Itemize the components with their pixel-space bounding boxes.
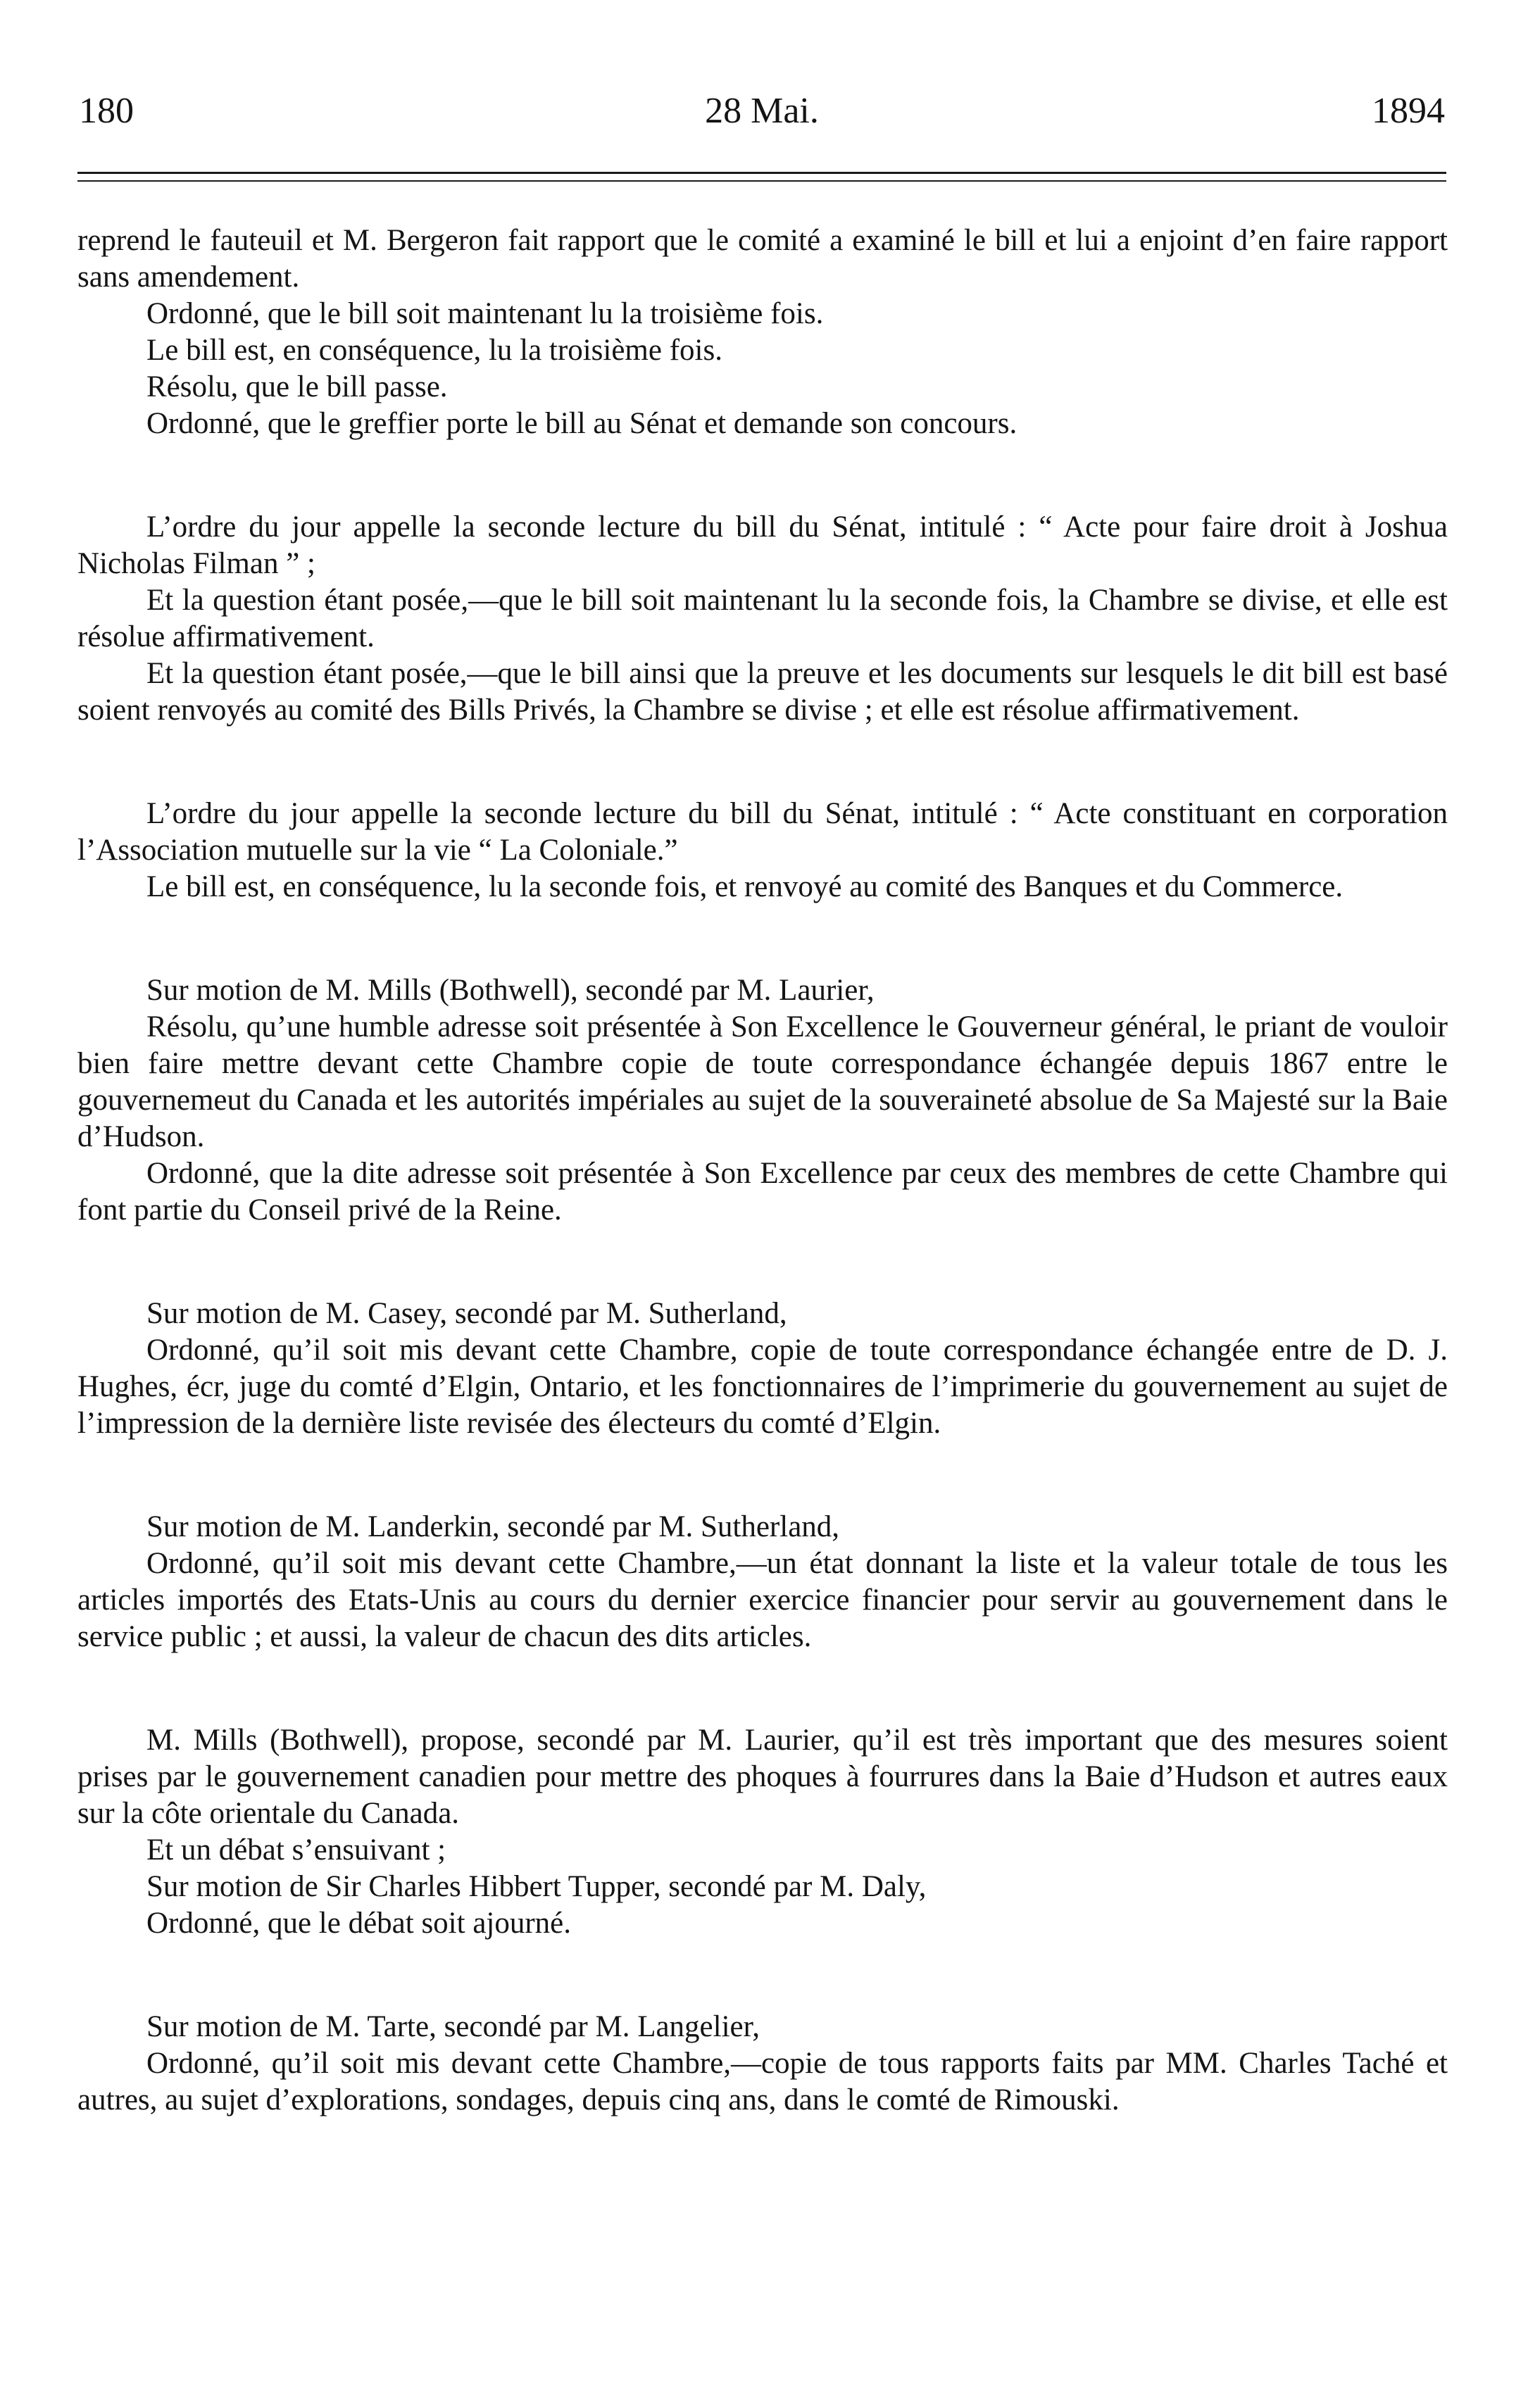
paragraph: Sur motion de M. Casey, secondé par M. Sutherland, bbox=[146, 1297, 787, 1330]
paragraph: Et un débat s’ensuivant ; bbox=[146, 1833, 446, 1867]
header-rule-bottom bbox=[77, 180, 1446, 182]
header-date: 28 Mai. bbox=[705, 91, 819, 131]
section-7 bbox=[77, 1722, 1448, 1942]
section-8 bbox=[77, 2009, 1448, 2119]
page-number: 180 bbox=[79, 91, 134, 131]
paragraph: Ordonné, que le débat soit ajourné. bbox=[146, 1907, 572, 1940]
section-6 bbox=[77, 1509, 1448, 1655]
section-gap bbox=[77, 905, 1448, 972]
paragraph: Sur motion de Sir Charles Hibbert Tupper, secondé par M. Daly, bbox=[146, 1870, 927, 1903]
paragraph: Ordonné, que le bill soit maintenant lu la troisième fois. bbox=[146, 297, 824, 330]
paragraph: Le bill est, en conséquence, lu la troisième fois. bbox=[146, 334, 722, 367]
paragraph: Ordonné, qu’il soit mis devant cette Chambre, copie de toute correspondance échangée entre de D. J. Hughes, écr, juge du comté d’Elgin, Ontario, et les fonctionnaires de l’imprimerie du gouvernement au sujet de l’impression de la dernière liste revisée des électeurs du comté d’Elgin. bbox=[77, 1334, 1448, 1440]
page-header bbox=[79, 90, 1445, 132]
section-1 bbox=[77, 222, 1448, 442]
paragraph: M. Mills (Bothwell), propose, secondé par M. Laurier, qu’il est très important que des mesures soient prises par le gouvernement canadien pour mettre des phoques à fourrures dans la Baie d’Hudson et autres eaux sur la côte orientale du Canada. bbox=[77, 1724, 1448, 1830]
section-4 bbox=[77, 972, 1448, 1229]
document-body bbox=[77, 222, 1448, 2119]
section-5 bbox=[77, 1296, 1448, 1442]
paragraph: Et la question étant posée,—que le bill ainsi que la preuve et les documents sur lesquels le dit bill est basé soient renvoyés au comité des Bills Privés, la Chambre se divise ; et elle est résolue affirmativement. bbox=[77, 657, 1448, 727]
paragraph: L’ordre du jour appelle la seconde lecture du bill du Sénat, intitulé : “ Acte pour faire droit à Joshua Nicholas Filman ” ; bbox=[77, 510, 1448, 580]
paragraph: Ordonné, qu’il soit mis devant cette Chambre,—copie de tous rapports faits par MM. Charles Taché et autres, au sujet d’explorations, sondages, depuis cinq ans, dans le comté de Rimouski. bbox=[77, 2047, 1448, 2117]
paragraph: Résolu, que le bill passe. bbox=[146, 370, 448, 403]
section-gap bbox=[77, 1229, 1448, 1296]
section-gap bbox=[77, 1942, 1448, 2009]
paragraph: reprend le fauteuil et M. Bergeron fait rapport que le comité a examiné le bill et lui a enjoint d’en faire rapport sans amendement. bbox=[77, 224, 1448, 294]
paragraph: Ordonné, que le greffier porte le bill au Sénat et demande son concours. bbox=[146, 407, 1017, 440]
section-gap bbox=[77, 729, 1448, 796]
header-rule-top bbox=[77, 172, 1446, 174]
section-3 bbox=[77, 796, 1448, 905]
section-2 bbox=[77, 509, 1448, 729]
section-gap bbox=[77, 442, 1448, 509]
paragraph: Et la question étant posée,—que le bill soit maintenant lu la seconde fois, la Chambre se divise, et elle est résolue affirmativement. bbox=[77, 584, 1448, 653]
paragraph: Résolu, qu’une humble adresse soit présentée à Son Excellence le Gouverneur général, le priant de vouloir bien faire mettre devant cette Chambre copie de toute correspondance échangée depuis 1867 entre le gouvernemeut du Canada et les autorités impériales au sujet de la souveraineté absolue de Sa Majesté sur la Baie d’Hudson. bbox=[77, 1010, 1448, 1153]
paragraph: L’ordre du jour appelle la seconde lecture du bill du Sénat, intitulé : “ Acte constituant en corporation l’Association mutuelle sur la vie “ La Coloniale.” bbox=[77, 797, 1448, 867]
section-gap bbox=[77, 1442, 1448, 1509]
section-gap bbox=[77, 1655, 1448, 1722]
paragraph: Le bill est, en conséquence, lu la seconde fois, et renvoyé au comité des Banques et du Commerce. bbox=[146, 870, 1344, 903]
paragraph: Sur motion de M. Mills (Bothwell), secondé par M. Laurier, bbox=[146, 974, 875, 1007]
paragraph: Sur motion de M. Landerkin, secondé par M. Sutherland, bbox=[146, 1510, 840, 1543]
header-year: 1894 bbox=[1372, 91, 1445, 131]
paragraph: Ordonné, qu’il soit mis devant cette Chambre,—un état donnant la liste et la valeur totale de tous les articles importés des Etats-Unis au cours du dernier exercice financier pour servir au gouvernement dans le service public ; et aussi, la valeur de chacun des dits articles. bbox=[77, 1547, 1448, 1653]
paragraph: Sur motion de M. Tarte, secondé par M. Langelier, bbox=[146, 2010, 760, 2043]
paragraph: Ordonné, que la dite adresse soit présentée à Son Excellence par ceux des membres de cette Chambre qui font partie du Conseil privé de la Reine. bbox=[77, 1157, 1448, 1227]
